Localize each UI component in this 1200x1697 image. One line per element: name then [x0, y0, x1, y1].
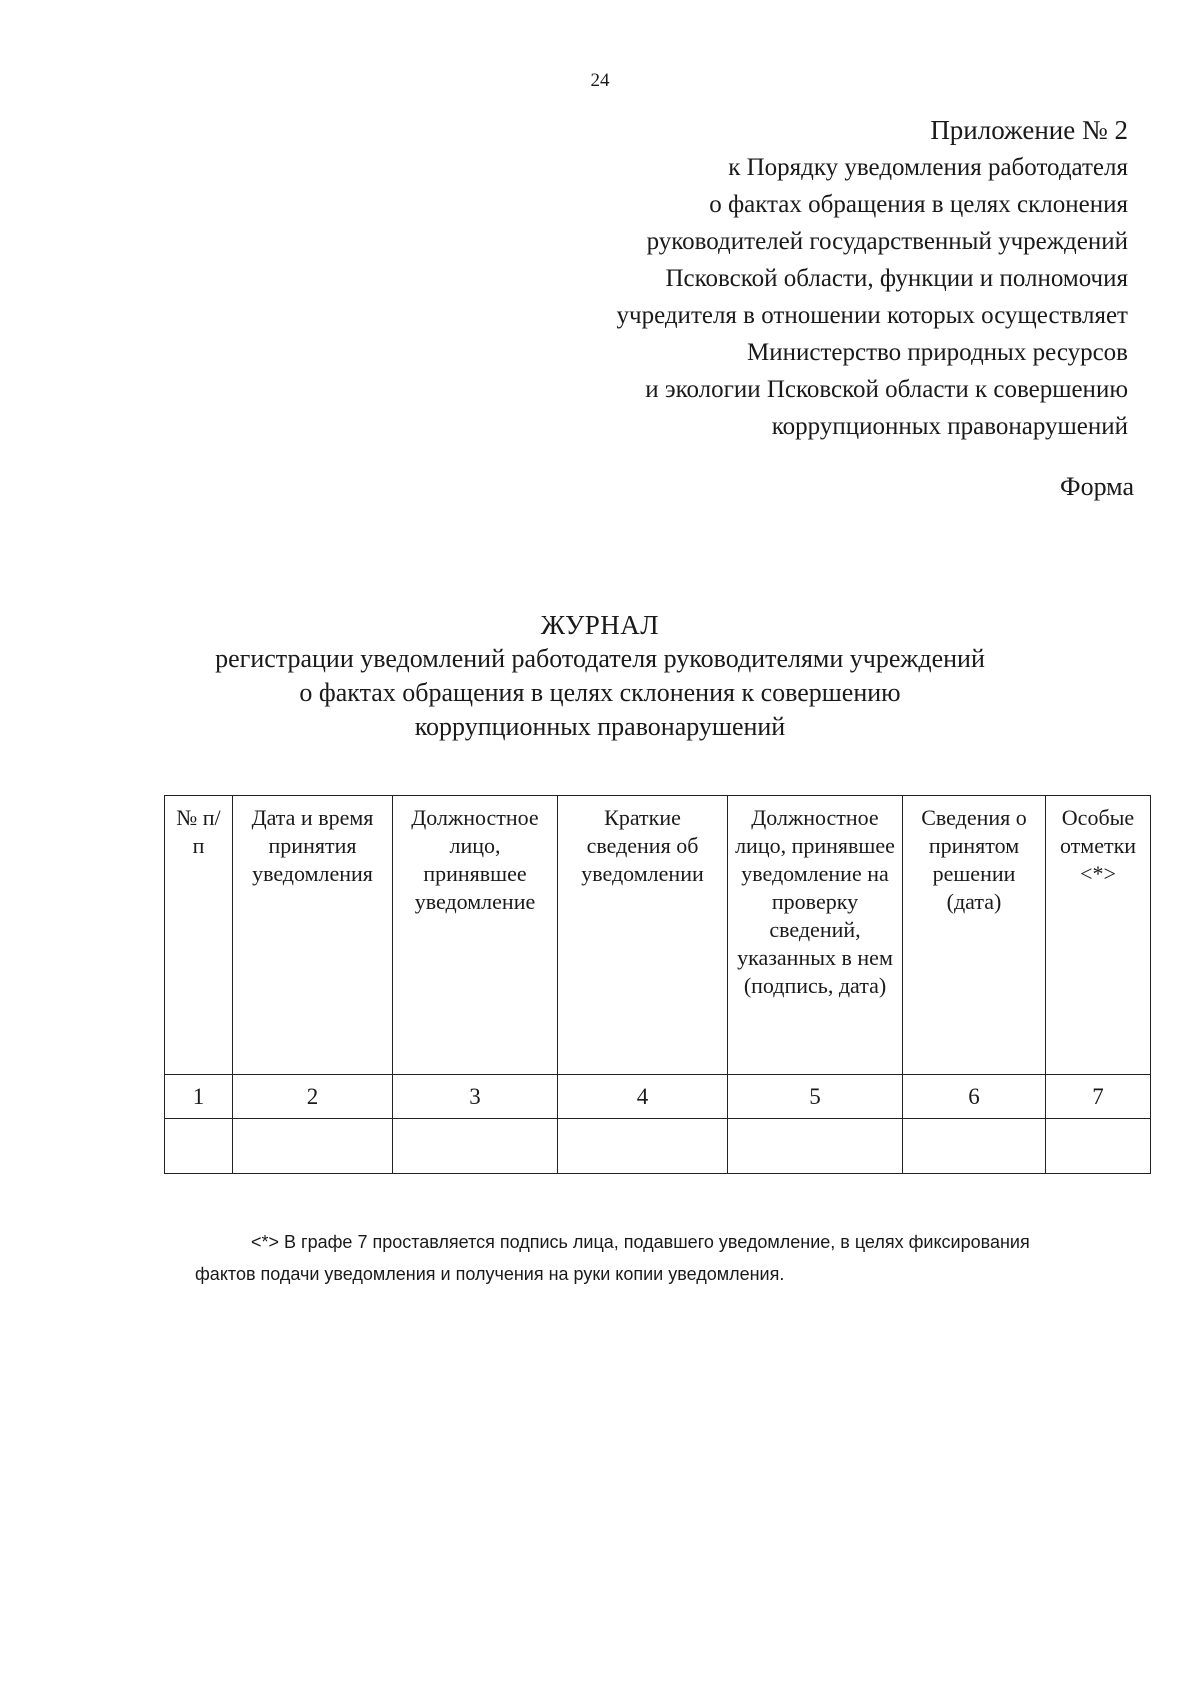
appendix-line: Министерство природных ресурсов	[747, 339, 1128, 366]
footnote-line: фактов подачи уведомления и получения на руки копии уведомления.	[195, 1264, 785, 1284]
column-number-cell: 6	[903, 1075, 1046, 1119]
column-number-cell: 7	[1046, 1075, 1151, 1119]
header-cell: Должностное лицо, принявшее уведомление	[393, 796, 558, 1075]
header-cell: Сведения о принятом решении (дата)	[903, 796, 1046, 1075]
appendix-title: Приложение № 2	[930, 115, 1128, 145]
header-cell: Особые отметки <*>	[1046, 796, 1151, 1075]
empty-cell	[1046, 1119, 1151, 1174]
journal-table-wrapper	[164, 795, 1150, 1174]
column-number-cell: 2	[233, 1075, 393, 1119]
empty-cell	[728, 1119, 903, 1174]
appendix-line: Псковской области, функции и полномочия	[665, 265, 1128, 292]
column-number-cell: 5	[728, 1075, 903, 1119]
header-cell: Краткие сведения об уведомлении	[558, 796, 728, 1075]
footnote-line: <*> В графе 7 проставляется подпись лица, подавшего уведомление, в целях фиксирования	[251, 1232, 1030, 1252]
column-number-cell: 1	[165, 1075, 233, 1119]
column-number-cell: 3	[393, 1075, 558, 1119]
footnote	[195, 1226, 1140, 1290]
journal-title: ЖУРНАЛ	[540, 610, 660, 640]
table-row-empty	[165, 1119, 1151, 1174]
appendix-line: и экологии Псковской области к совершению	[645, 376, 1128, 403]
appendix-line: коррупционных правонарушений	[771, 413, 1128, 440]
form-label: Форма	[1060, 472, 1134, 501]
header-cell: № п/п	[165, 796, 233, 1075]
empty-cell	[903, 1119, 1046, 1174]
journal-subtitle-line: коррупционных правонарушений	[414, 712, 786, 741]
empty-cell	[165, 1119, 233, 1174]
appendix-line: к Порядку уведомления работодателя	[728, 154, 1128, 181]
appendix-block	[488, 112, 1128, 445]
empty-cell	[393, 1119, 558, 1174]
journal-heading	[0, 608, 1200, 744]
table-header-row	[165, 796, 1151, 1075]
header-cell: Должностное лицо, принявшее уведомление на проверку сведений, указанных в нем (подпись, дата)	[728, 796, 903, 1075]
column-number-cell: 4	[558, 1075, 728, 1119]
column-number-row	[165, 1075, 1151, 1119]
appendix-line: учредителя в отношении которых осуществляет	[616, 302, 1128, 329]
journal-table	[164, 795, 1151, 1174]
header-cell: Дата и время принятия уведомления	[233, 796, 393, 1075]
empty-cell	[233, 1119, 393, 1174]
appendix-line: руководителей государственный учреждений	[646, 228, 1128, 255]
empty-cell	[558, 1119, 728, 1174]
journal-subtitle-line: о фактах обращения в целях склонения к совершению	[299, 678, 901, 707]
journal-subtitle-line: регистрации уведомлений работодателя руководителями учреждений	[215, 644, 985, 673]
page-number: 24	[590, 70, 610, 91]
appendix-line: о фактах обращения в целях склонения	[709, 191, 1128, 218]
